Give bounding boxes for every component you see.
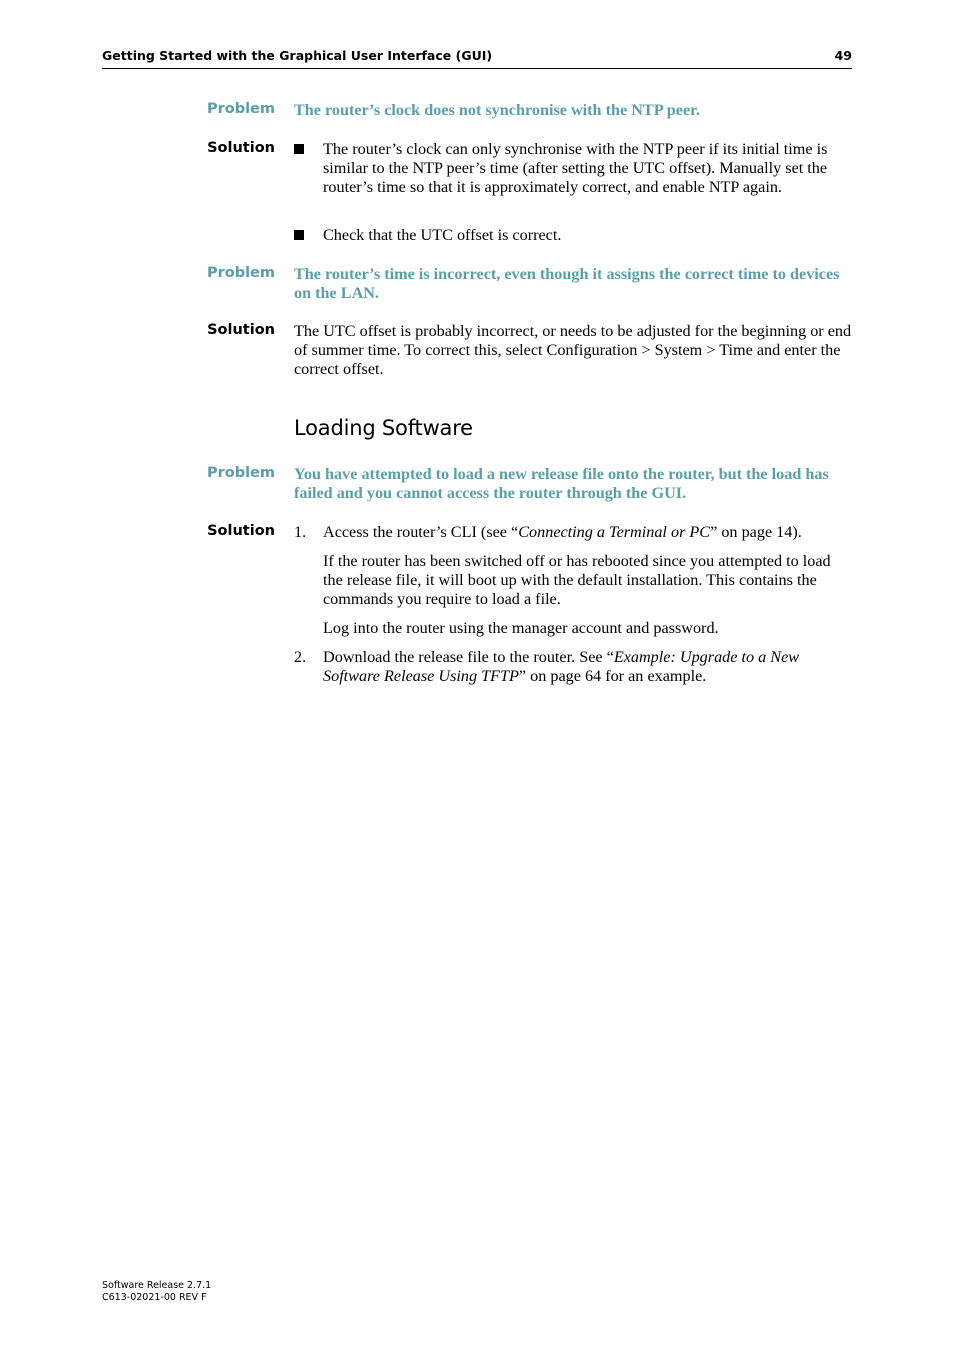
step-text: Download the release file to the router. See “Example: Upgrade to a New Software Release Using TFTP” on page 64 for an example. xyxy=(323,648,800,686)
square-bullet-icon xyxy=(294,144,304,154)
numbered-step xyxy=(294,523,854,542)
solution-label: Solution xyxy=(207,523,275,539)
problem-label: Problem xyxy=(206,465,275,481)
page-number: 49 xyxy=(834,48,852,63)
section-heading: Loading Software xyxy=(294,416,473,440)
footer-doc-code: C613-02021-00 REV F xyxy=(102,1292,207,1303)
bullet-marker xyxy=(294,140,304,159)
cross-reference: Connecting a Terminal or PC xyxy=(518,523,711,541)
header-title: Getting Started with the Graphical User Interface (GUI) xyxy=(102,48,493,63)
numbered-step xyxy=(294,648,854,686)
step-paragraph: If the router has been switched off or has rebooted since you attempted to load the release file, it will boot up with the default installation. This contains the commands you require to load a file. xyxy=(323,552,831,609)
solution-label: Solution xyxy=(207,322,275,338)
solution-label: Solution xyxy=(207,140,275,156)
step-text: Access the router’s CLI (see “Connecting a Terminal or PC” on page 14). xyxy=(323,523,802,541)
bullet-item xyxy=(294,140,854,198)
step-number: 1. xyxy=(294,523,307,541)
page-header xyxy=(102,48,852,69)
step-number: 2. xyxy=(294,648,307,666)
problem-label: Problem xyxy=(206,101,275,117)
footer-release: Software Release 2.7.1 xyxy=(102,1280,212,1291)
bullet-item xyxy=(294,226,854,245)
problem-label: Problem xyxy=(206,265,275,281)
step-paragraph: Log into the router using the manager account and password. xyxy=(323,619,719,637)
bullet-marker xyxy=(294,226,304,245)
problem-text: The router’s time is incorrect, even though it assigns the correct time to devices on the LAN. xyxy=(294,265,840,303)
square-bullet-icon xyxy=(294,230,304,240)
solution-text: The UTC offset is probably incorrect, or needs to be adjusted for the beginning or end of summer time. To correct this, select Configuration > System > Time and enter the correct offset. xyxy=(294,322,852,379)
bullet-text: The router’s clock can only synchronise with the NTP peer if its initial time is similar to the NTP peer’s time (after setting the UTC offset). Manually set the router’s time so that it is approximately correct, and enable NTP again. xyxy=(323,140,828,197)
problem-text: The router’s clock does not synchronise with the NTP peer. xyxy=(294,101,700,119)
bullet-text: Check that the UTC offset is correct. xyxy=(323,226,562,244)
page-footer xyxy=(102,1280,211,1304)
cross-reference: Example: Upgrade to a New Software Release Using TFTP xyxy=(323,648,800,686)
problem-text: You have attempted to load a new release file onto the router, but the load has failed and you cannot access the router through the GUI. xyxy=(294,465,829,503)
